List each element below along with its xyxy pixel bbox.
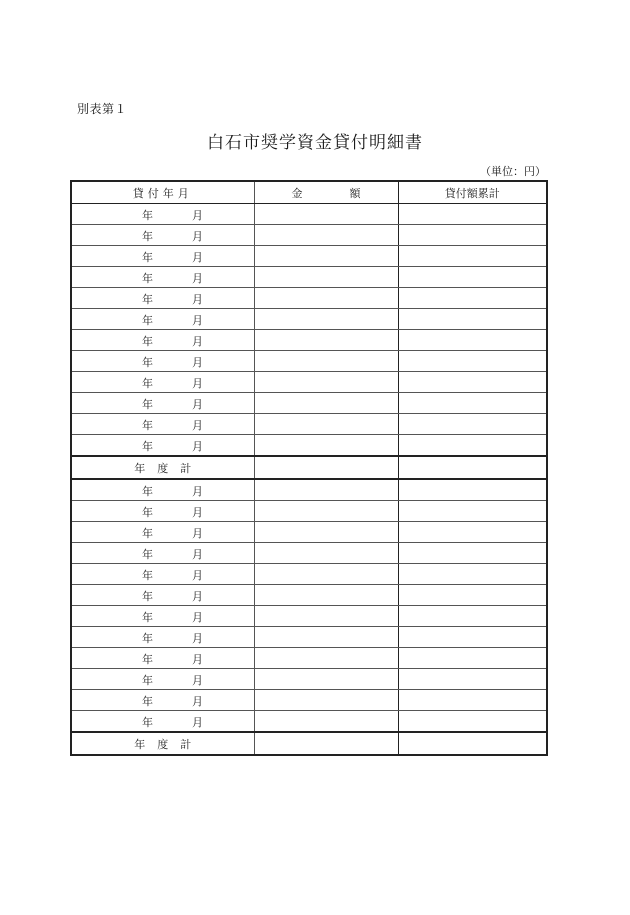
year-marker: 年 (142, 440, 153, 453)
unit-label: （単位：円） (480, 165, 546, 178)
cumulative-cell (398, 564, 547, 585)
loan-ledger-table (70, 180, 548, 756)
cumulative-cell (398, 435, 547, 457)
month-marker: 月 (192, 632, 203, 645)
cumulative-cell (398, 414, 547, 435)
month-marker: 月 (192, 548, 203, 561)
cumulative-cell (398, 309, 547, 330)
year-marker: 年 (142, 590, 153, 603)
amount-cell (254, 501, 398, 522)
column-header-cumulative: 貸付額累計 (398, 181, 547, 204)
month-marker: 月 (192, 674, 203, 687)
column-header-loan-month: 貸付年月 (71, 181, 254, 204)
fiscal-year-total-row (71, 456, 547, 479)
table-header-row (71, 181, 547, 204)
month-marker: 月 (192, 611, 203, 624)
year-marker: 年 (142, 674, 153, 687)
amount-cell (254, 479, 398, 501)
cumulative-cell (398, 479, 547, 501)
amount-cell (254, 606, 398, 627)
loan-month-cell (71, 393, 254, 414)
year-marker: 年 (142, 611, 153, 624)
table-row (71, 372, 547, 393)
loan-month-cell (71, 351, 254, 372)
table-row (71, 267, 547, 288)
amount-cell (254, 351, 398, 372)
loan-month-cell (71, 435, 254, 457)
loan-month-cell (71, 372, 254, 393)
amount-cell (254, 330, 398, 351)
month-marker: 月 (192, 293, 203, 306)
cumulative-cell (398, 246, 547, 267)
amount-cell (254, 690, 398, 711)
month-marker: 月 (192, 527, 203, 540)
year-marker: 年 (142, 209, 153, 222)
year-marker: 年 (142, 485, 153, 498)
table-row (71, 204, 547, 225)
loan-month-cell (71, 330, 254, 351)
fiscal-year-total-label: 年度計 (71, 456, 254, 479)
cumulative-cell (398, 267, 547, 288)
amount-cell (254, 669, 398, 690)
loan-month-cell (71, 669, 254, 690)
year-marker: 年 (142, 251, 153, 264)
loan-month-cell (71, 479, 254, 501)
year-marker: 年 (142, 716, 153, 729)
total-amount-cell (254, 732, 398, 755)
table-row (71, 479, 547, 501)
month-marker: 月 (192, 590, 203, 603)
cumulative-cell (398, 627, 547, 648)
month-marker: 月 (192, 272, 203, 285)
month-marker: 月 (192, 356, 203, 369)
fiscal-year-total-label: 年度計 (71, 732, 254, 755)
table-row (71, 522, 547, 543)
loan-month-cell (71, 501, 254, 522)
total-cumulative-cell (398, 456, 547, 479)
amount-cell (254, 543, 398, 564)
cumulative-cell (398, 648, 547, 669)
month-marker: 月 (192, 485, 203, 498)
table-row (71, 393, 547, 414)
loan-month-cell (71, 246, 254, 267)
table-row (71, 330, 547, 351)
year-marker: 年 (142, 272, 153, 285)
month-marker: 月 (192, 440, 203, 453)
amount-cell (254, 522, 398, 543)
amount-cell (254, 627, 398, 648)
loan-month-cell (71, 648, 254, 669)
total-cumulative-cell (398, 732, 547, 755)
cumulative-cell (398, 372, 547, 393)
loan-month-cell (71, 711, 254, 733)
table-row (71, 564, 547, 585)
month-marker: 月 (192, 695, 203, 708)
amount-cell (254, 372, 398, 393)
column-header-amount: 金 額 (254, 181, 398, 204)
ledger-body (71, 204, 547, 756)
loan-month-cell (71, 204, 254, 225)
table-row (71, 627, 547, 648)
cumulative-cell (398, 351, 547, 372)
year-marker: 年 (142, 230, 153, 243)
year-marker: 年 (142, 506, 153, 519)
year-marker: 年 (142, 398, 153, 411)
cumulative-cell (398, 393, 547, 414)
amount-cell (254, 648, 398, 669)
loan-month-cell (71, 225, 254, 246)
table-row (71, 585, 547, 606)
amount-cell (254, 585, 398, 606)
amount-cell (254, 267, 398, 288)
table-row (71, 288, 547, 309)
year-marker: 年 (142, 548, 153, 561)
year-marker: 年 (142, 293, 153, 306)
year-marker: 年 (142, 377, 153, 390)
month-marker: 月 (192, 377, 203, 390)
table-row (71, 225, 547, 246)
year-marker: 年 (142, 335, 153, 348)
year-marker: 年 (142, 632, 153, 645)
table-row (71, 606, 547, 627)
cumulative-cell (398, 330, 547, 351)
cumulative-cell (398, 522, 547, 543)
amount-cell (254, 435, 398, 457)
cumulative-cell (398, 204, 547, 225)
annex-label: 別表第１ (77, 102, 128, 116)
year-marker: 年 (142, 356, 153, 369)
month-marker: 月 (192, 398, 203, 411)
table-row (71, 351, 547, 372)
amount-cell (254, 288, 398, 309)
table-row (71, 543, 547, 564)
table-row (71, 501, 547, 522)
table-row (71, 414, 547, 435)
cumulative-cell (398, 501, 547, 522)
loan-month-cell (71, 267, 254, 288)
month-marker: 月 (192, 335, 203, 348)
amount-cell (254, 309, 398, 330)
loan-month-cell (71, 414, 254, 435)
table-row (71, 711, 547, 733)
table-row (71, 669, 547, 690)
month-marker: 月 (192, 569, 203, 582)
table-row (71, 690, 547, 711)
month-marker: 月 (192, 251, 203, 264)
year-marker: 年 (142, 527, 153, 540)
month-marker: 月 (192, 209, 203, 222)
cumulative-cell (398, 225, 547, 246)
year-marker: 年 (142, 695, 153, 708)
cumulative-cell (398, 585, 547, 606)
year-marker: 年 (142, 419, 153, 432)
month-marker: 月 (192, 314, 203, 327)
loan-month-cell (71, 690, 254, 711)
loan-month-cell (71, 606, 254, 627)
table-row (71, 435, 547, 457)
loan-month-cell (71, 522, 254, 543)
amount-cell (254, 564, 398, 585)
cumulative-cell (398, 606, 547, 627)
month-marker: 月 (192, 230, 203, 243)
table-row (71, 648, 547, 669)
cumulative-cell (398, 690, 547, 711)
month-marker: 月 (192, 419, 203, 432)
year-marker: 年 (142, 314, 153, 327)
amount-cell (254, 393, 398, 414)
loan-month-cell (71, 585, 254, 606)
loan-month-cell (71, 309, 254, 330)
month-marker: 月 (192, 653, 203, 666)
loan-month-cell (71, 288, 254, 309)
amount-cell (254, 711, 398, 733)
cumulative-cell (398, 288, 547, 309)
cumulative-cell (398, 711, 547, 733)
amount-cell (254, 204, 398, 225)
year-marker: 年 (142, 653, 153, 666)
table-row (71, 309, 547, 330)
month-marker: 月 (192, 506, 203, 519)
cumulative-cell (398, 543, 547, 564)
year-marker: 年 (142, 569, 153, 582)
cumulative-cell (398, 669, 547, 690)
total-amount-cell (254, 456, 398, 479)
loan-month-cell (71, 543, 254, 564)
month-marker: 月 (192, 716, 203, 729)
amount-cell (254, 225, 398, 246)
page-title: 白石市奨学資金貸付明細書 (207, 133, 423, 153)
fiscal-year-total-row (71, 732, 547, 755)
amount-cell (254, 246, 398, 267)
loan-month-cell (71, 564, 254, 585)
table-row (71, 246, 547, 267)
loan-month-cell (71, 627, 254, 648)
amount-cell (254, 414, 398, 435)
